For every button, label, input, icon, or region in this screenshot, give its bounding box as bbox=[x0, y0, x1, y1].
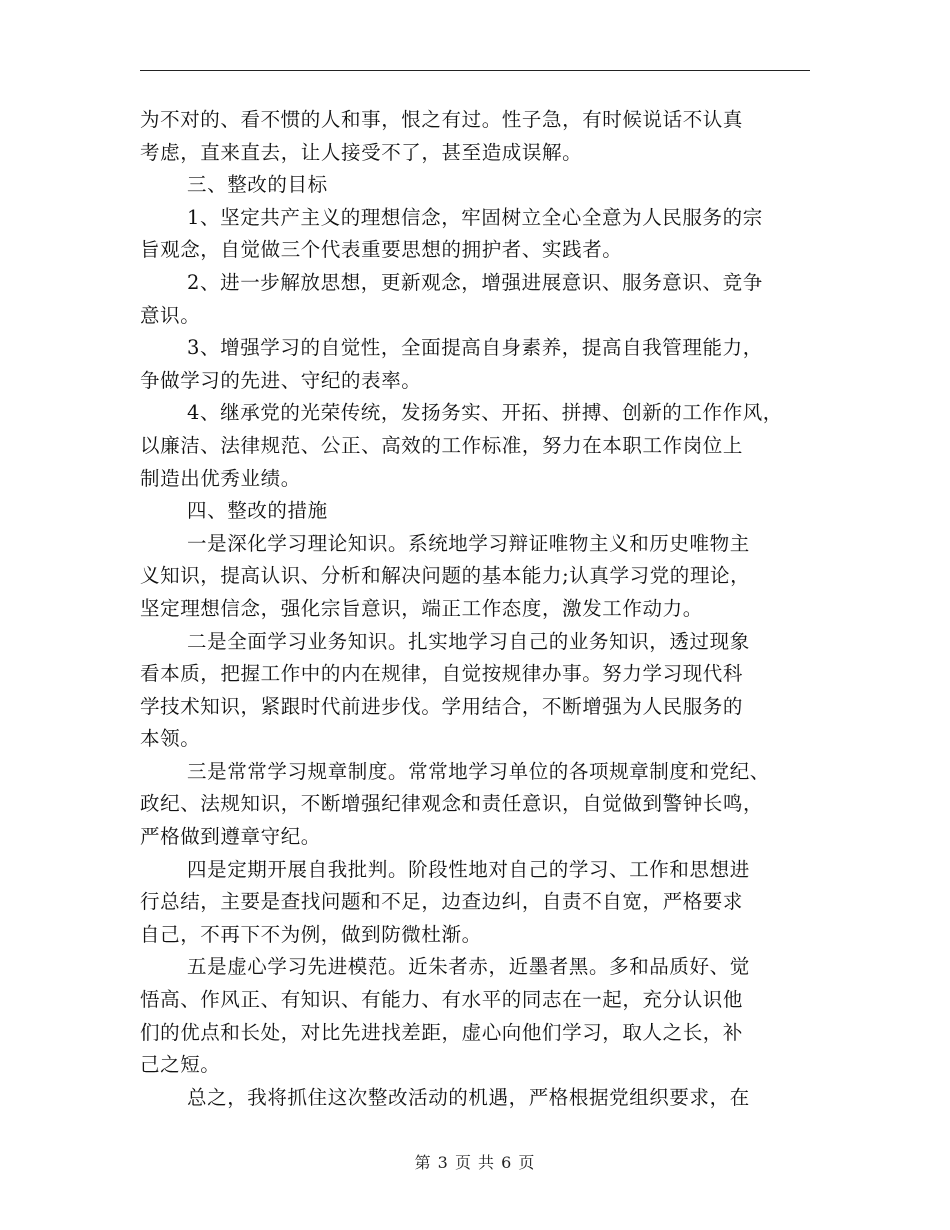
text-line: 严格做到遵章守纪。 bbox=[140, 825, 321, 849]
text-line: 自己，不再下不为例，做到防微杜渐。 bbox=[140, 922, 482, 946]
text-line: 总之，我将抓住这次整改活动的机遇，严格根据党组织要求，在 bbox=[187, 1085, 750, 1109]
text-line: 意识。 bbox=[140, 303, 201, 327]
text-line: 悟高、作风正、有知识、有能力、有水平的同志在一起，充分认识他 bbox=[140, 988, 744, 1012]
text-line: 义知识，提高认识、分析和解决问题的基本能力;认真学习党的理论， bbox=[140, 564, 751, 588]
text-line: 4、继承党的光荣传统，发扬务实、开拓、拼搏、创新的工作作风， bbox=[187, 401, 783, 425]
text-line: 为不对的、看不惯的人和事，恨之有过。性子急，有时候说话不认真 bbox=[140, 108, 744, 131]
text-line: 己之短。 bbox=[140, 1053, 221, 1077]
text-line: 们的优点和长处，对比先进找差距，虚心向他们学习，取人之长，补 bbox=[140, 1020, 744, 1044]
text-line: 二是全面学习业务知识。扎实地学习自己的业务知识，透过现象 bbox=[187, 629, 750, 653]
document-body bbox=[140, 104, 815, 1114]
text-line: 学技术知识，紧跟时代前进步伐。学用结合，不断增强为人民服务的 bbox=[140, 694, 744, 718]
text-line: 一是深化学习理论知识。系统地学习辩证唯物主义和历史唯物主 bbox=[187, 531, 750, 555]
text-line: 四、整改的措施 bbox=[187, 499, 328, 523]
text-line: 制造出优秀业绩。 bbox=[140, 466, 301, 490]
text-line: 三、整改的目标 bbox=[187, 173, 328, 197]
text-line: 三是常常学习规章制度。常常地学习单位的各项规章制度和党纪、 bbox=[187, 759, 770, 783]
text-line: 五是虚心学习先进模范。近朱者赤，近墨者黑。多和品质好、觉 bbox=[187, 955, 750, 979]
text-line: 以廉洁、法律规范、公正、高效的工作标准，努力在本职工作岗位上 bbox=[140, 433, 744, 457]
text-line: 政纪、法规知识，不断增强纪律观念和责任意识，自觉做到警钟长鸣， bbox=[140, 792, 764, 816]
text-line: 1、坚定共产主义的理想信念，牢固树立全心全意为人民服务的宗 bbox=[187, 205, 763, 229]
text-line: 考虑，直来直去，让人接受不了，甚至造成误解。 bbox=[140, 140, 583, 164]
text-line: 2、进一步解放思想，更新观念，增强进展意识、服务意识、竞争 bbox=[187, 270, 763, 294]
text-line: 3、增强学习的自觉性，全面提高自身素养，提高自我管理能力， bbox=[187, 336, 763, 360]
text-line: 坚定理想信念，强化宗旨意识，端正工作态度，激发工作动力。 bbox=[140, 596, 703, 620]
text-line: 旨观念，自觉做三个代表重要思想的拥护者、实践者。 bbox=[140, 238, 623, 262]
text-line: 行总结，主要是查找问题和不足，边查边纠，自责不自宽，严格要求 bbox=[140, 890, 744, 914]
text-line: 争做学习的先进、守纪的表率。 bbox=[140, 368, 422, 392]
text-line: 四是定期开展自我批判。阶段性地对自己的学习、工作和思想进 bbox=[187, 857, 750, 881]
header-rule bbox=[140, 70, 810, 71]
text-line: 看本质，把握工作中的内在规律，自觉按规律办事。努力学习现代科 bbox=[140, 662, 744, 686]
page-footer: 第 3 页 共 6 页 bbox=[414, 1153, 536, 1172]
text-line: 本领。 bbox=[140, 727, 201, 751]
